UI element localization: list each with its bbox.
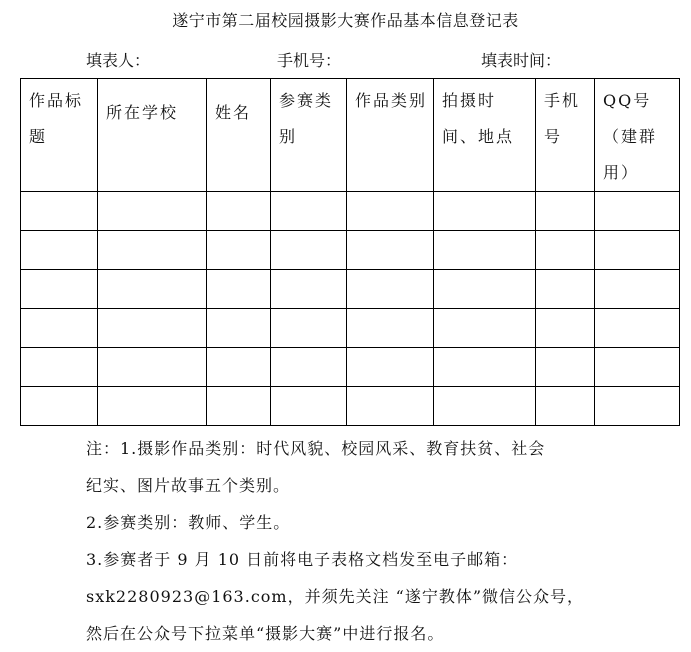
table-cell[interactable] <box>271 348 347 387</box>
table-cell[interactable] <box>434 387 536 426</box>
table-cell[interactable] <box>536 348 595 387</box>
table-cell[interactable] <box>347 348 434 387</box>
table-cell[interactable] <box>207 309 271 348</box>
table-cell[interactable] <box>347 309 434 348</box>
note-line: 然后在公众号下拉菜单“摄影大赛”中进行报名。 <box>86 624 445 643</box>
note-line: 3.参赛者于 9 月 10 日前将电子表格文档发至电子邮箱： <box>86 550 519 569</box>
form-title: 遂宁市第二届校园摄影大赛作品基本信息登记表 <box>172 11 519 30</box>
table-cell[interactable] <box>207 270 271 309</box>
table-cell[interactable] <box>207 387 271 426</box>
registration-table <box>20 78 680 426</box>
filler-label: 填表人： <box>86 51 151 70</box>
header-school: 所在学校 <box>98 79 207 192</box>
date-label: 填表时间： <box>481 51 562 70</box>
table-cell[interactable] <box>21 270 98 309</box>
table-cell[interactable] <box>536 270 595 309</box>
table-cell[interactable] <box>271 192 347 231</box>
note-line: 2.参赛类别：教师、学生。 <box>86 513 291 532</box>
table-cell[interactable] <box>271 270 347 309</box>
table-cell[interactable] <box>536 309 595 348</box>
header-qq: QQ号（建群用） <box>595 79 680 192</box>
note-line: 注：1.摄影作品类别：时代风貌、校园风采、教育扶贫、社会 <box>86 439 546 458</box>
table-cell[interactable] <box>207 348 271 387</box>
table-cell[interactable] <box>595 231 680 270</box>
table-cell[interactable] <box>98 192 207 231</box>
table-cell[interactable] <box>207 192 271 231</box>
table-cell[interactable] <box>21 387 98 426</box>
header-entrant-category: 参赛类别 <box>271 79 347 192</box>
note-line: sxk2280923@163.com，并须先关注 “遂宁教体”微信公众号， <box>86 587 585 606</box>
table-cell[interactable] <box>536 192 595 231</box>
phone-label: 手机号： <box>277 51 342 70</box>
table-row <box>21 387 680 426</box>
table-cell[interactable] <box>347 270 434 309</box>
table-cell[interactable] <box>21 348 98 387</box>
table-cell[interactable] <box>595 192 680 231</box>
table-row <box>21 348 680 387</box>
table-row <box>21 270 680 309</box>
table-cell[interactable] <box>434 270 536 309</box>
header-shoot-time-place: 拍摄时间、地点 <box>434 79 536 192</box>
table-cell[interactable] <box>207 231 271 270</box>
table-cell[interactable] <box>347 387 434 426</box>
table-cell[interactable] <box>98 270 207 309</box>
table-cell[interactable] <box>98 309 207 348</box>
table-header-row <box>21 79 680 192</box>
notes-section <box>86 430 646 652</box>
table-cell[interactable] <box>595 309 680 348</box>
table-cell[interactable] <box>347 231 434 270</box>
table-cell[interactable] <box>595 348 680 387</box>
table-cell[interactable] <box>98 387 207 426</box>
table-cell[interactable] <box>98 231 207 270</box>
table-row <box>21 309 680 348</box>
table-cell[interactable] <box>595 387 680 426</box>
table-cell[interactable] <box>536 231 595 270</box>
table-cell[interactable] <box>271 231 347 270</box>
table-row <box>21 231 680 270</box>
header-work-category: 作品类别 <box>347 79 434 192</box>
table-cell[interactable] <box>434 309 536 348</box>
header-work-title: 作品标题 <box>21 79 98 192</box>
table-cell[interactable] <box>21 309 98 348</box>
table-cell[interactable] <box>271 309 347 348</box>
table-cell[interactable] <box>595 270 680 309</box>
table-cell[interactable] <box>434 231 536 270</box>
table-row <box>21 192 680 231</box>
header-phone: 手机号 <box>536 79 595 192</box>
table-cell[interactable] <box>536 387 595 426</box>
table-cell[interactable] <box>271 387 347 426</box>
table-cell[interactable] <box>434 348 536 387</box>
header-name: 姓名 <box>207 79 271 192</box>
table-cell[interactable] <box>98 348 207 387</box>
table-cell[interactable] <box>347 192 434 231</box>
table-cell[interactable] <box>434 192 536 231</box>
table-cell[interactable] <box>21 192 98 231</box>
note-line: 纪实、图片故事五个类别。 <box>86 476 291 495</box>
table-cell[interactable] <box>21 231 98 270</box>
